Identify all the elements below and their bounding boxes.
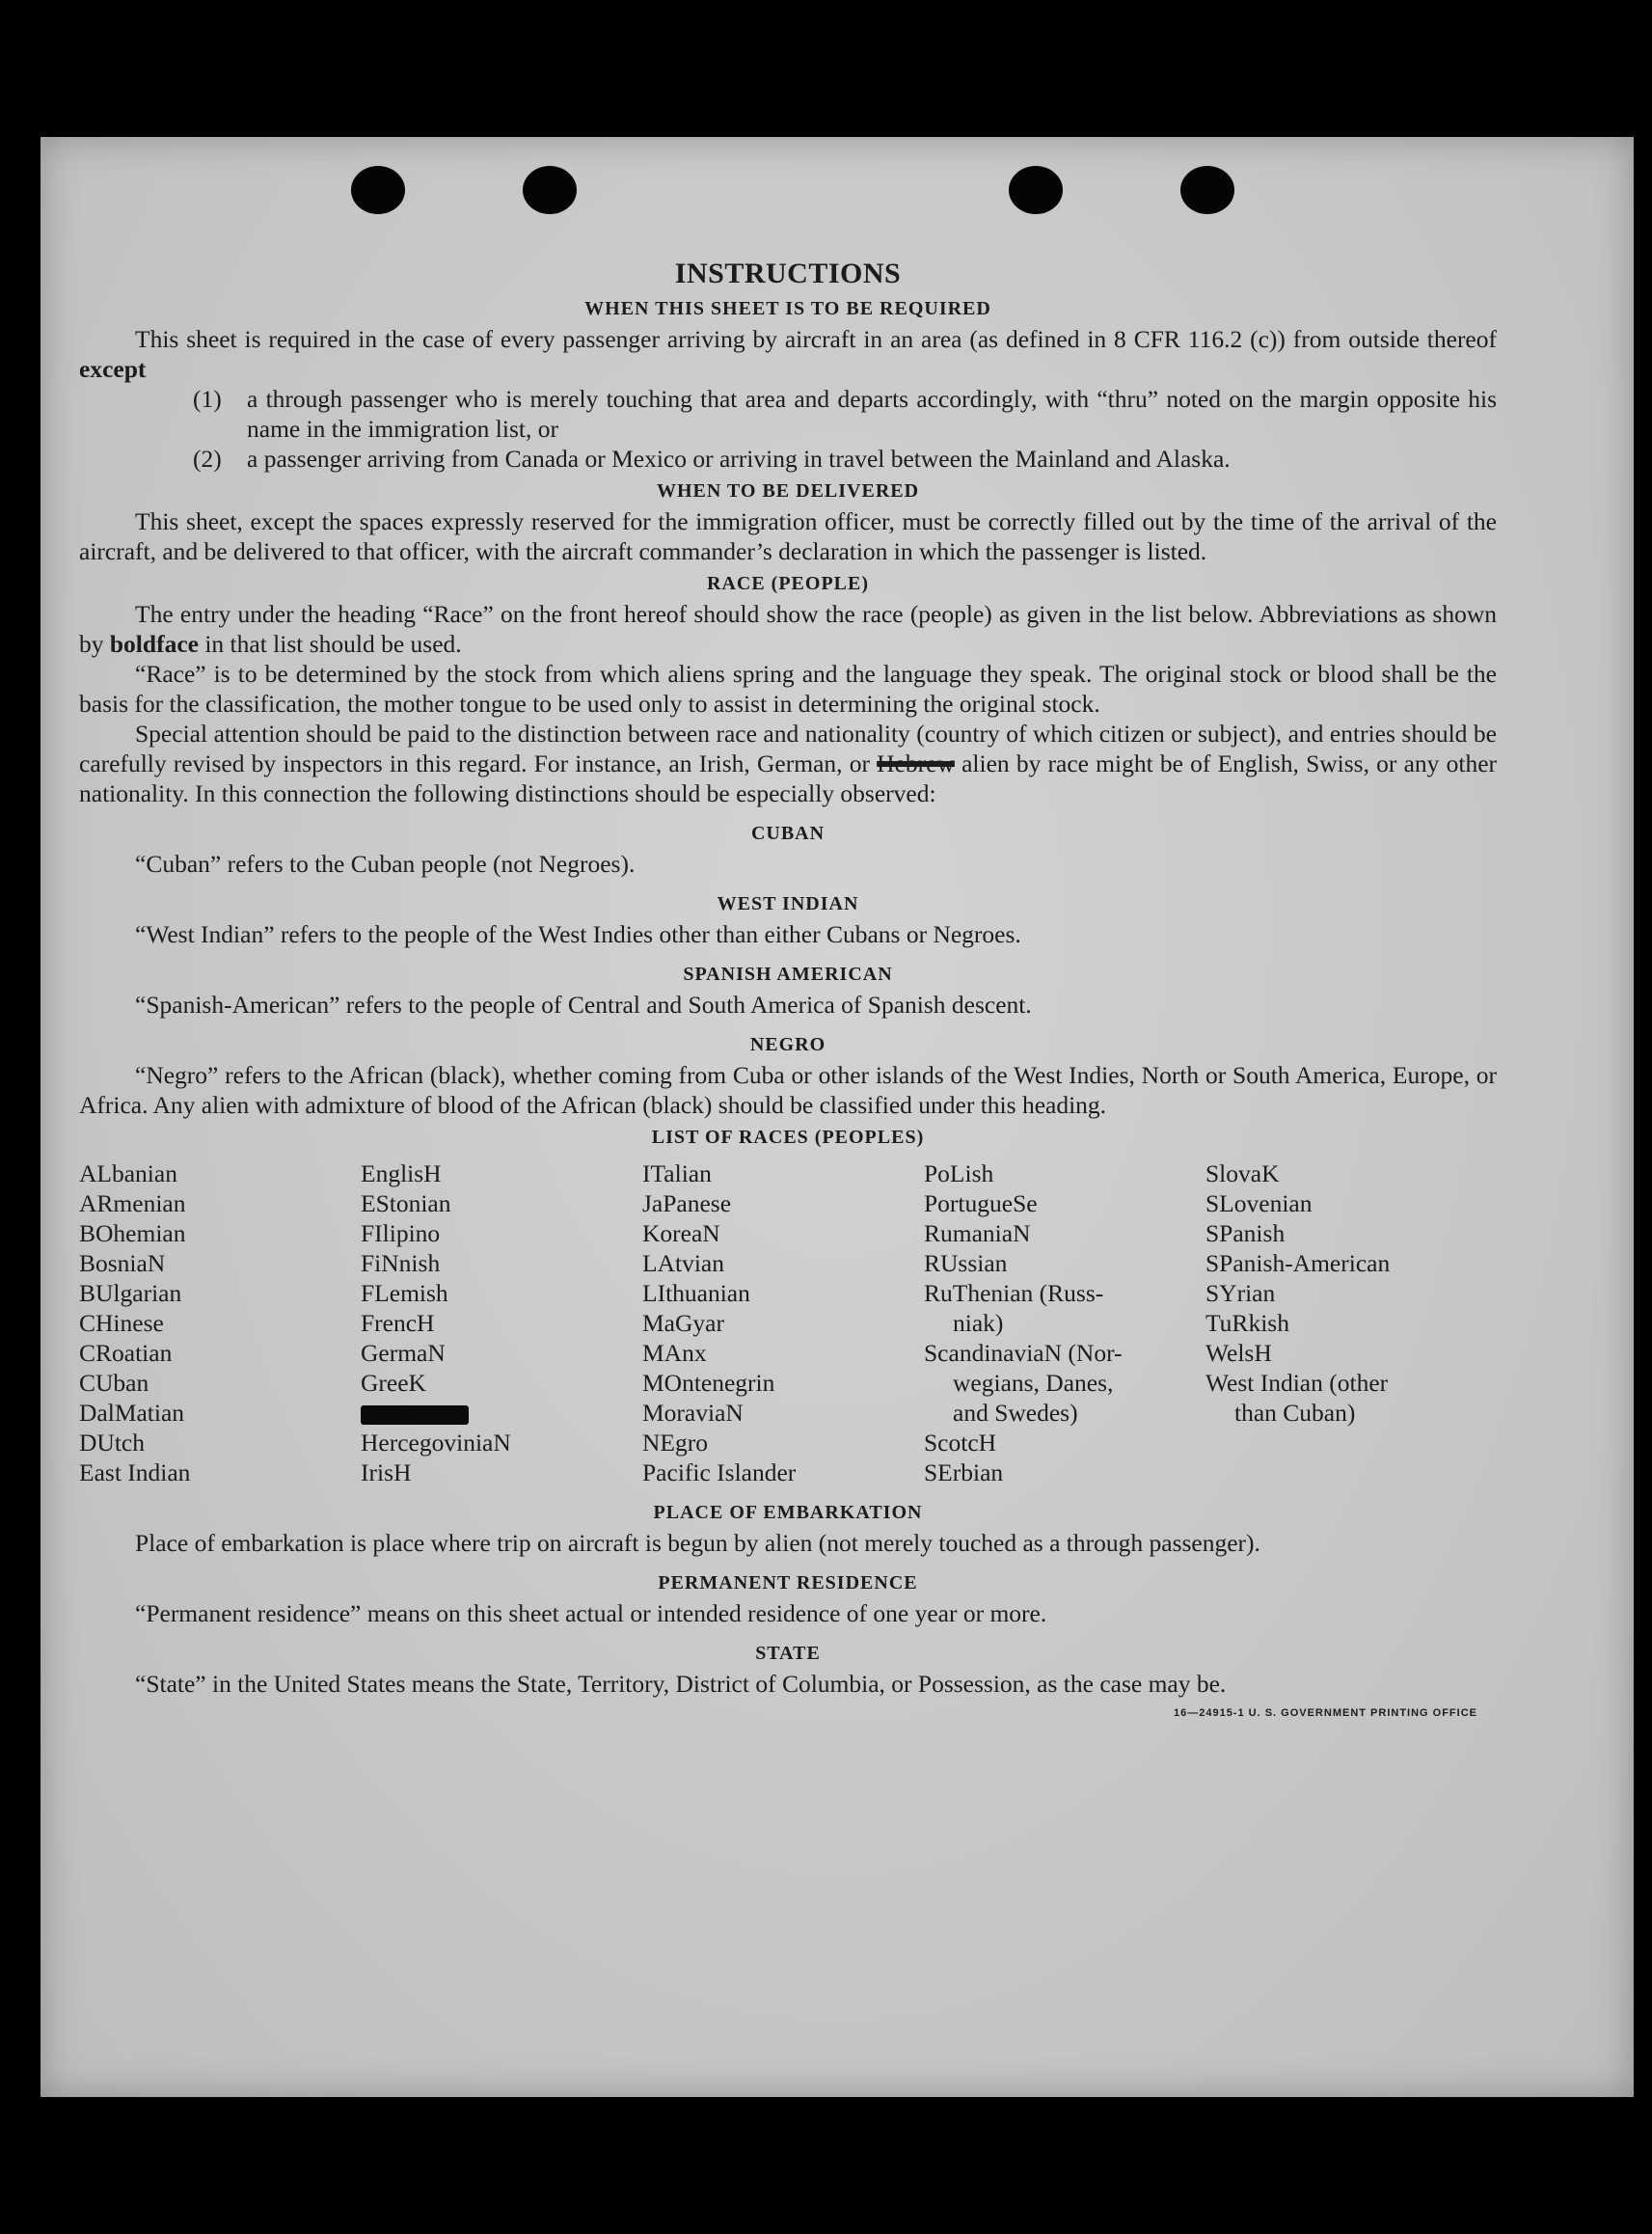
race-item: LAtvian xyxy=(642,1249,724,1277)
race-item: SPanish xyxy=(1205,1219,1286,1247)
race-item-continuation: and Swedes) xyxy=(953,1399,1078,1427)
race-item: PortugueSe xyxy=(924,1189,1038,1217)
section-heading-spanish-american: SPANISH AMERICAN xyxy=(683,964,893,985)
race-item: MOntenegrin xyxy=(642,1369,775,1397)
races-column-4 xyxy=(924,1158,1205,1487)
page-title: INSTRUCTIONS xyxy=(674,258,902,289)
cuban-text: “Cuban” refers to the Cuban people (not Negroes). xyxy=(135,850,636,878)
race-item: EStonian xyxy=(361,1189,451,1217)
state-text: “State” in the United States means the State, Territory, District of Columbia, or Possession, as the case may be. xyxy=(135,1670,1227,1698)
race-item: MoraviaN xyxy=(642,1399,744,1427)
section-heading-delivered: WHEN TO BE DELIVERED xyxy=(656,480,920,502)
race-item: NEgro xyxy=(642,1429,708,1457)
section-heading-residence: PERMANENT RESIDENCE xyxy=(658,1572,918,1594)
section-heading-state: STATE xyxy=(755,1643,821,1664)
race-item: ARmenian xyxy=(79,1189,186,1217)
race-item: BUlgarian xyxy=(79,1279,182,1307)
race-item: FIlipino xyxy=(361,1219,441,1247)
race-item: East Indian xyxy=(79,1458,191,1486)
races-column-1 xyxy=(79,1158,361,1487)
race-item: FiNnish xyxy=(361,1249,441,1277)
punch-hole xyxy=(1180,166,1234,214)
negro-text: “Negro” refers to the African (black), whether coming from Cuba or other islands of the West Indies, North or South America, Europe, or Africa. Any alien with admixture of blood of the African (black) should be classified under this heading. xyxy=(79,1061,1497,1119)
spanish-american-text: “Spanish-American” refers to the people of Central and South America of Spanish descent. xyxy=(135,991,1032,1019)
punch-hole xyxy=(1009,166,1063,214)
document-page xyxy=(41,137,1634,2097)
race-item: SErbian xyxy=(924,1458,1004,1486)
race-item: GreeK xyxy=(361,1369,426,1397)
race-item-continuation: niak) xyxy=(953,1309,1004,1337)
section-heading-west-indian: WEST INDIAN xyxy=(717,893,859,914)
race-item: SlovaK xyxy=(1205,1159,1280,1187)
race-item: SYrian xyxy=(1205,1279,1276,1307)
race-item: RuThenian (Russ- xyxy=(924,1279,1104,1307)
race-item: KoreaN xyxy=(642,1219,720,1247)
instructions-content xyxy=(79,257,1497,1729)
race-item: ITalian xyxy=(642,1159,712,1187)
race-item: EnglisH xyxy=(361,1159,442,1187)
race-item: GermaN xyxy=(361,1339,446,1367)
race-item: LIthuanian xyxy=(642,1279,750,1307)
embarkation-text: Place of embarkation is place where trip on aircraft is begun by alien (not merely touched as a through passenger). xyxy=(135,1529,1260,1557)
section-heading-cuban: CUBAN xyxy=(750,823,826,844)
race-item: DUtch xyxy=(79,1429,145,1457)
race-item: HercegoviniaN xyxy=(361,1429,511,1457)
race-item: MaGyar xyxy=(642,1309,724,1337)
residence-text: “Permanent residence” means on this sheet actual or intended residence of one year or more. xyxy=(135,1599,1047,1627)
race-item: CUban xyxy=(79,1369,149,1397)
section-heading-embarkation: PLACE OF EMBARKATION xyxy=(653,1502,923,1523)
race-item: FLemish xyxy=(361,1279,448,1307)
race-item: TuRkish xyxy=(1205,1309,1289,1337)
races-column-5 xyxy=(1205,1158,1487,1487)
race-item-continuation: wegians, Danes, xyxy=(953,1369,1114,1397)
race-item: RumaniaN xyxy=(924,1219,1031,1247)
section-heading-races-list: LIST OF RACES (PEOPLES) xyxy=(651,1127,925,1148)
section-heading-negro: NEGRO xyxy=(749,1034,826,1055)
race-item: West Indian (other xyxy=(1205,1369,1389,1397)
races-column-3 xyxy=(642,1158,924,1487)
race-item: IrisH xyxy=(361,1458,412,1486)
race-item: RUssian xyxy=(924,1249,1008,1277)
race-paragraph-1: The entry under the heading “Race” on the front hereof should show the race (people) as given in the list below. Abbreviations as shown by boldface in that list should be used. xyxy=(79,600,1497,658)
footer xyxy=(79,1699,1497,1729)
race-item: BosniaN xyxy=(79,1249,166,1277)
punch-hole xyxy=(351,166,405,214)
race-item: CHinese xyxy=(79,1309,164,1337)
race-item: Pacific Islander xyxy=(642,1458,797,1486)
race-item: ScandinaviaN (Nor- xyxy=(924,1339,1123,1367)
race-paragraph-3: Special attention should be paid to the distinction between race and nationality (country of which citizen or subject), and entries should be carefully revised by inspectors in this regard. For instance, an Irish, German, or Hebrew alien by race might be of English, Swiss, or any other nationality. In this connection the following distinctions should be especially observed: xyxy=(79,720,1498,807)
races-column-2 xyxy=(361,1158,642,1487)
race-item: PoLish xyxy=(924,1159,994,1187)
race-item: ScotcH xyxy=(924,1429,997,1457)
delivered-text: This sheet, except the spaces expressly reserved for the immigration officer, must be correctly filled out by the time of the arrival of the aircraft, and be delivered to that officer, with the aircraft commander’s declaration in which the passenger is listed. xyxy=(79,507,1497,565)
section-heading-race: RACE (PEOPLE) xyxy=(707,573,869,594)
redaction-mark xyxy=(361,1405,469,1425)
race-item: FrencH xyxy=(361,1309,435,1337)
exception-item-1: (1) a through passenger who is merely touching that area and departs accordingly, with “thru” noted on the margin opposite his name in the immigration list, or xyxy=(193,385,1497,443)
races-list xyxy=(79,1158,1497,1487)
required-intro: This sheet is required in the case of every passenger arriving by aircraft in an area (as defined in 8 CFR 116.2 (c)) from outside thereof except xyxy=(79,325,1497,383)
redacted-race-item xyxy=(361,1398,642,1428)
race-item: MAnx xyxy=(642,1339,707,1367)
exception-item-2: (2) a passenger arriving from Canada or Mexico or arriving in travel between the Mainland and Alaska. xyxy=(193,445,1231,473)
printer-imprint: 16—24915-1 U. S. GOVERNMENT PRINTING OFFICE xyxy=(1173,1707,1477,1719)
race-item: ALbanian xyxy=(79,1159,177,1187)
west-indian-text: “West Indian” refers to the people of the West Indies other than either Cubans or Negroes. xyxy=(135,920,1021,948)
race-item: SLovenian xyxy=(1205,1189,1313,1217)
race-item: JaPanese xyxy=(642,1189,732,1217)
race-item: WelsH xyxy=(1205,1339,1272,1367)
race-paragraph-2: “Race” is to be determined by the stock from which aliens spring and the language they speak. The original stock or blood shall be the basis for the classification, the mother tongue to be used only to assist in determining the original stock. xyxy=(79,660,1497,718)
race-item: CRoatian xyxy=(79,1339,173,1367)
race-item-continuation: than Cuban) xyxy=(1234,1399,1356,1427)
race-item: BOhemian xyxy=(79,1219,186,1247)
section-heading-required: WHEN THIS SHEET IS TO BE REQUIRED xyxy=(584,298,991,319)
race-item: SPanish-American xyxy=(1205,1249,1391,1277)
race-item: DalMatian xyxy=(79,1399,185,1427)
punch-hole xyxy=(523,166,577,214)
